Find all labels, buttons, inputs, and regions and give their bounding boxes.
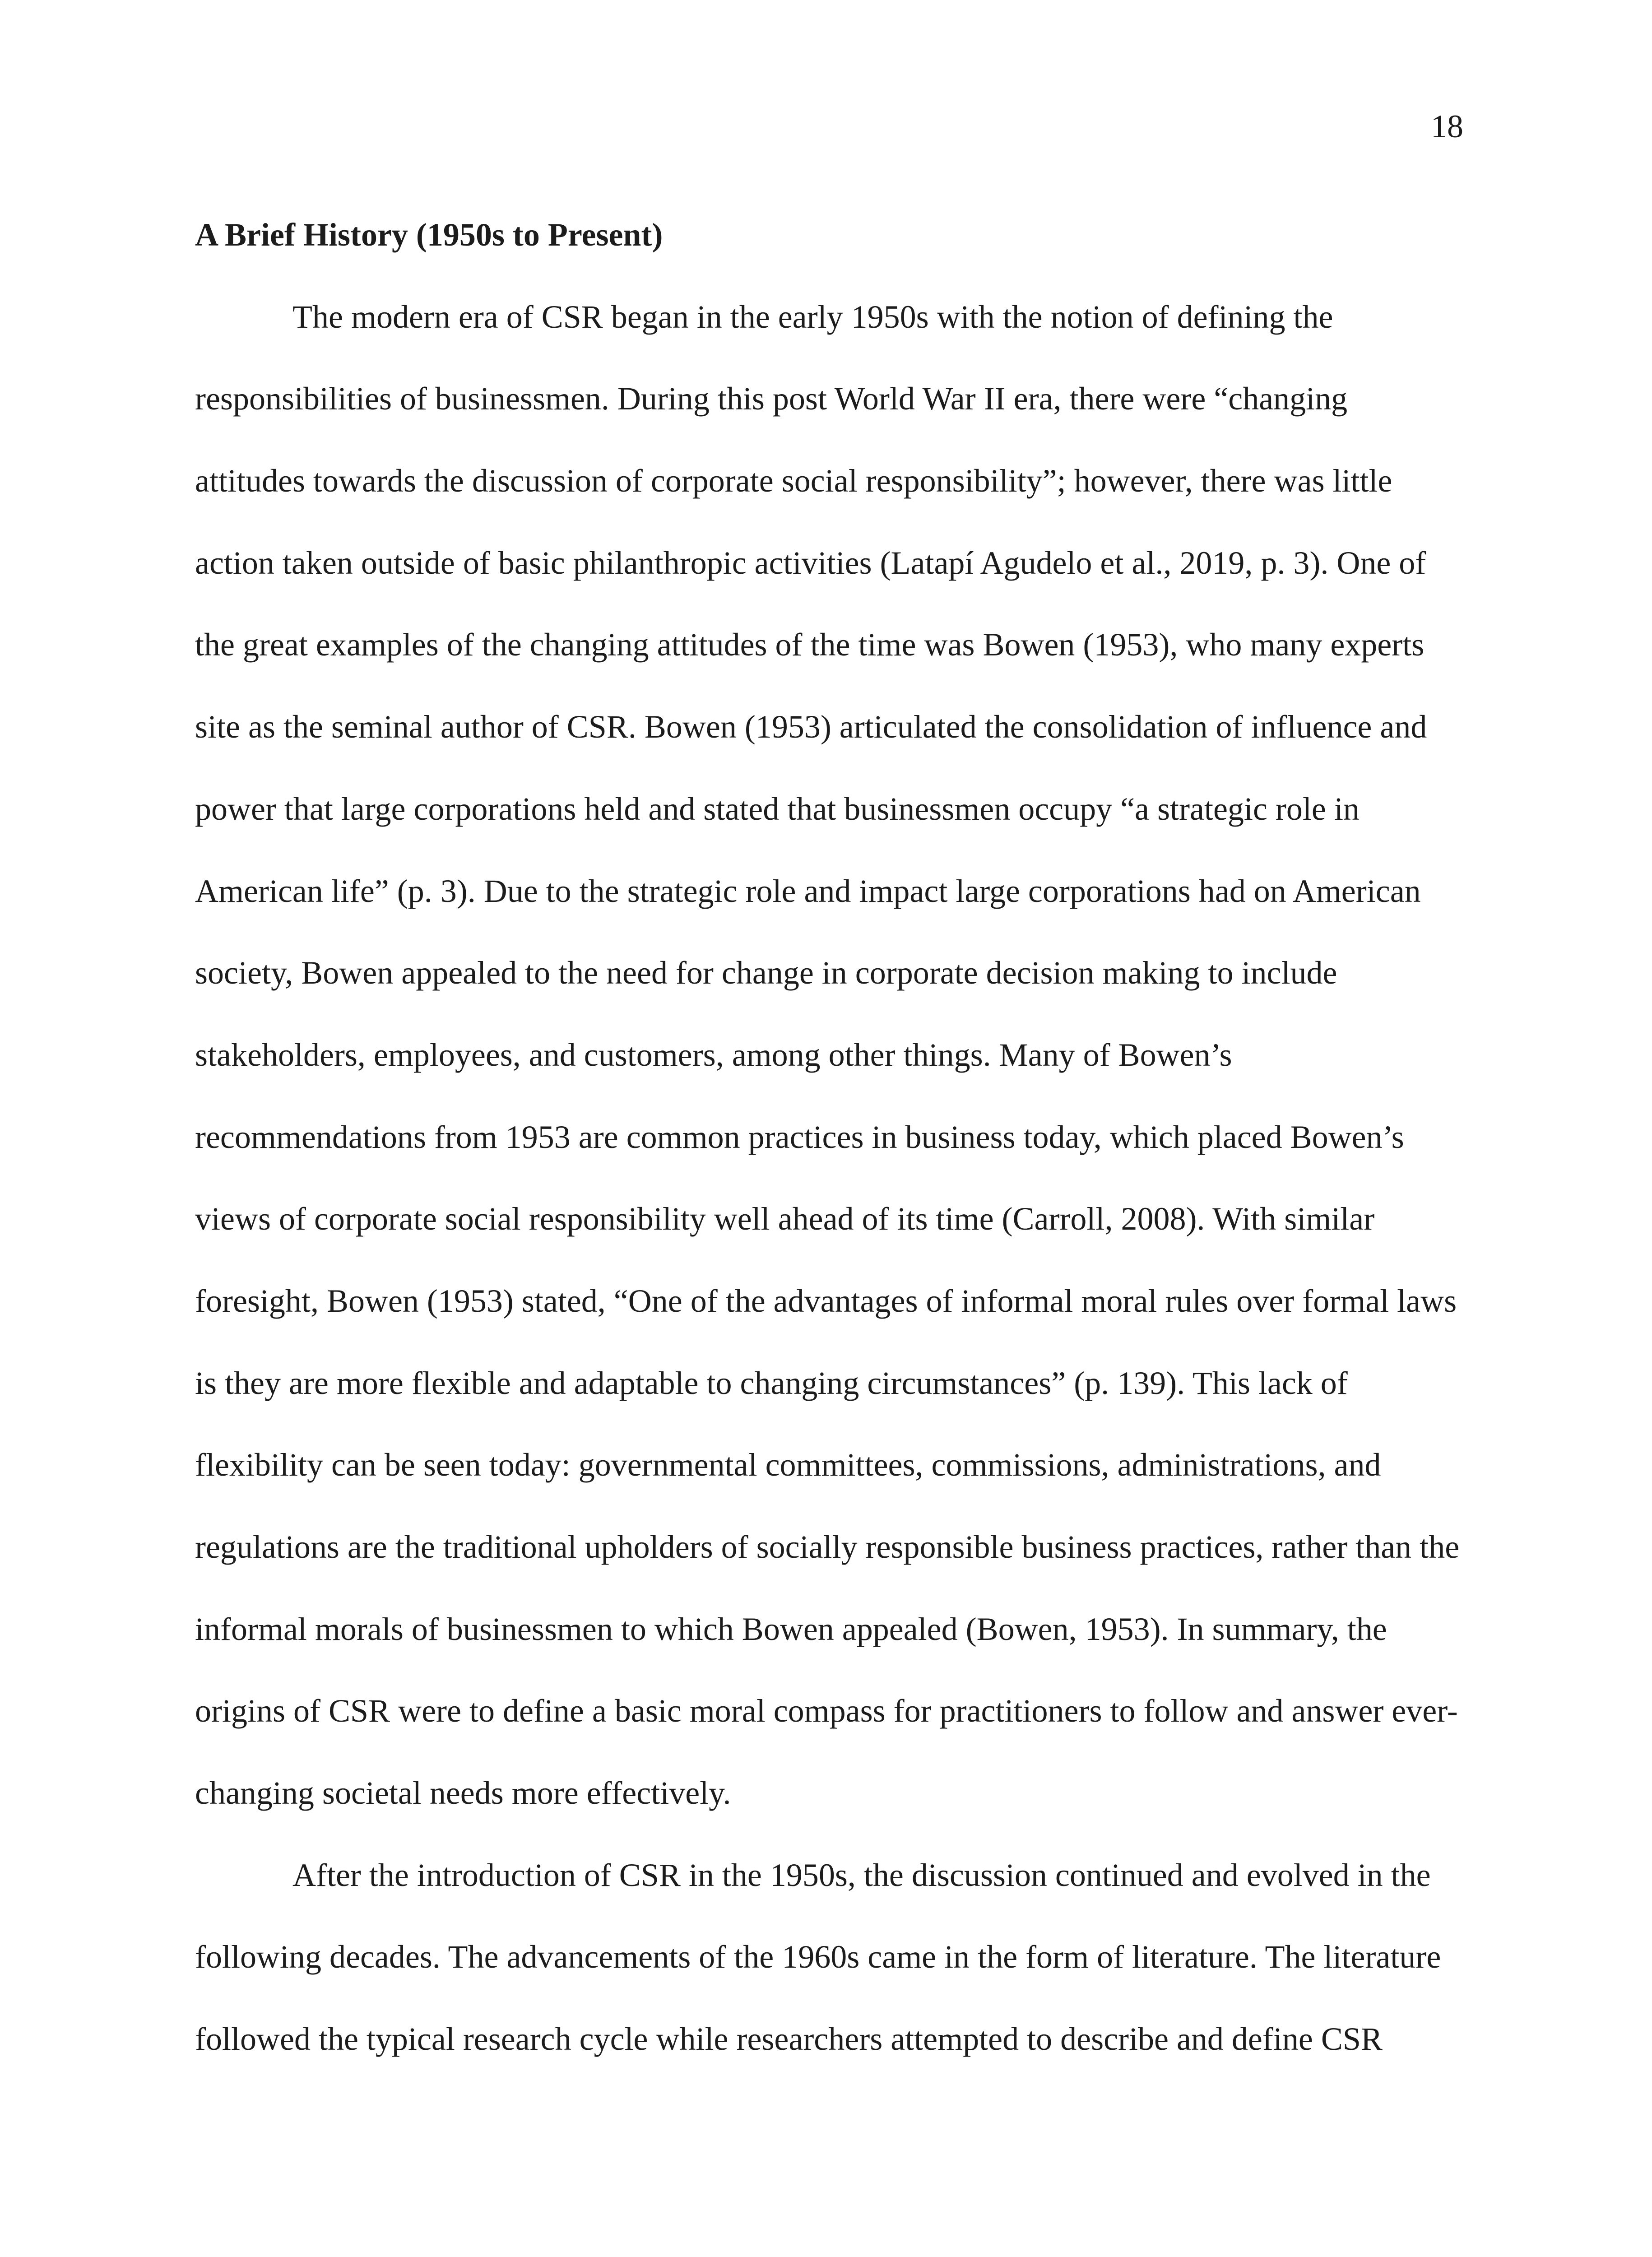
text-line: American life” (p. 3). Due to the strategic role and impact large corporations had on American [195, 873, 1421, 909]
text-line: followed the typical research cycle while researchers attempted to describe and define CSR [195, 2021, 1383, 2057]
text-line: is they are more flexible and adaptable to changing circumstances” (p. 139). This lack of [195, 1365, 1348, 1401]
text-line: recommendations from 1953 are common practices in business today, which placed Bowen’s [195, 1119, 1404, 1155]
text-line: foresight, Bowen (1953) stated, “One of the advantages of informal moral rules over formal laws [195, 1282, 1457, 1319]
text-line: informal morals of businessmen to which Bowen appealed (Bowen, 1953). In summary, the [195, 1611, 1387, 1647]
text-line: stakeholders, employees, and customers, among other things. Many of Bowen’s [195, 1036, 1232, 1073]
text-line: society, Bowen appealed to the need for change in corporate decision making to include [195, 955, 1337, 991]
section-heading: A Brief History (1950s to Present) [195, 217, 663, 253]
text-line: action taken outside of basic philanthropic activities (Latapí Agudelo et al., 2019, p. 3). One of [195, 544, 1426, 581]
text-line: the great examples of the changing attitudes of the time was Bowen (1953), who many experts [195, 627, 1425, 663]
text-line: changing societal needs more effectively. [195, 1775, 731, 1811]
text-line: following decades. The advancements of the 1960s came in the form of literature. The literature [195, 1939, 1441, 1975]
text-line: The modern era of CSR began in the early 1950s with the notion of defining the [292, 298, 1333, 335]
text-line: power that large corporations held and stated that businessmen occupy “a strategic role in [195, 790, 1360, 827]
paragraph [195, 276, 1459, 1834]
text-line: After the introduction of CSR in the 1950s, the discussion continued and evolved in the [292, 1857, 1431, 1893]
text-line: origins of CSR were to define a basic moral compass for practitioners to follow and answer ever- [195, 1693, 1458, 1729]
text-line: responsibilities of businessmen. During this post World War II era, there were “changing [195, 381, 1348, 417]
page-content [195, 194, 1459, 2081]
page-number: 18 [1431, 108, 1463, 144]
text-line: regulations are the traditional upholders of socially responsible business practices, rather than the [195, 1529, 1460, 1565]
text-line: attitudes towards the discussion of corporate social responsibility”; however, there was little [195, 463, 1392, 499]
text-line: site as the seminal author of CSR. Bowen (1953) articulated the consolidation of influence and [195, 709, 1427, 745]
paragraph [195, 1834, 1459, 2081]
text-line: flexibility can be seen today: governmental committees, commissions, administrations, and [195, 1447, 1381, 1483]
text-line: views of corporate social responsibility well ahead of its time (Carroll, 2008). With similar [195, 1201, 1375, 1237]
